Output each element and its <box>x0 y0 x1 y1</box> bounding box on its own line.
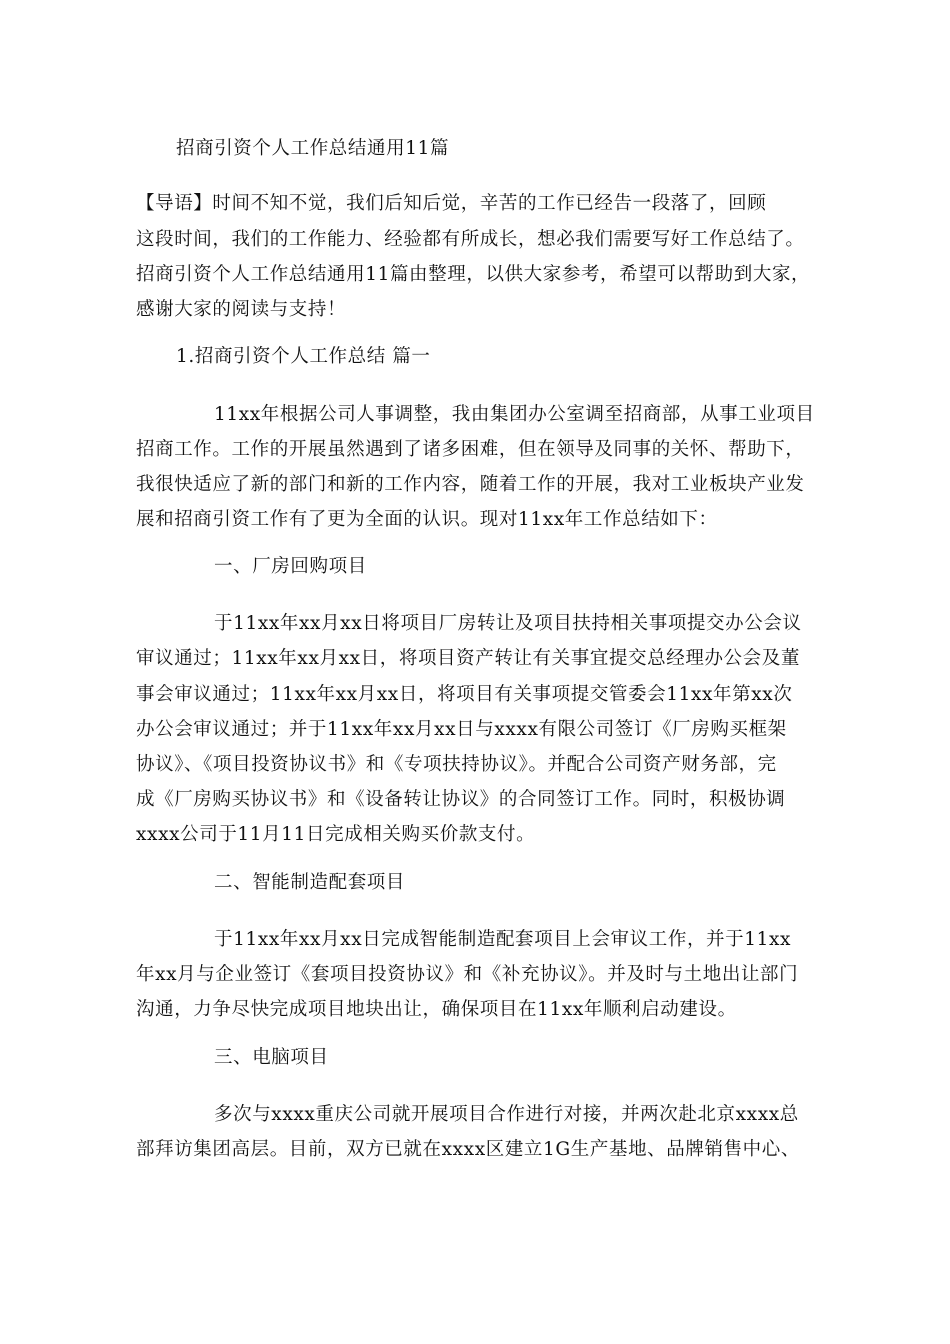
paragraph-line: 办公会审议通过；并于11xx年xx月xx日与xxxx有限公司签订《厂房购买框架 <box>136 719 787 740</box>
paragraph-line: 11xx年根据公司人事调整，我由集团办公室调至招商部，从事工业项目 <box>214 404 815 425</box>
intro-line: 【导语】时间不知不觉，我们后知后觉，辛苦的工作已经告一段落了，回顾 <box>136 193 767 214</box>
paragraph-line: 于11xx年xx月xx日将项目厂房转让及项目扶持相关事项提交办公会议 <box>214 613 802 634</box>
paragraph-line: 审议通过；11xx年xx月xx日，将项目资产转让有关事宜提交总经理办公会及董 <box>136 648 800 669</box>
paragraph-line: xxxx公司于11月11日完成相关购买价款支付。 <box>136 824 536 845</box>
paragraph-line: 年xx月与企业签订《套项目投资协议》和《补充协议》。并及时与土地出让部门 <box>136 964 799 985</box>
intro-line: 感谢大家的阅读与支持！ <box>136 299 347 320</box>
subsection-heading: 一、厂房回购项目 <box>214 556 367 577</box>
section-heading: 1.招商引资个人工作总结 篇一 <box>176 346 431 367</box>
paragraph-line: 多次与xxxx重庆公司就开展项目合作进行对接，并两次赴北京xxxx总 <box>214 1104 799 1125</box>
subsection-heading: 二、智能制造配套项目 <box>214 872 406 893</box>
subsection-heading: 三、电脑项目 <box>214 1047 329 1068</box>
paragraph-line: 成《厂房购买协议书》和《设备转让协议》的合同签订工作。同时，积极协调 <box>136 789 786 810</box>
intro-line: 招商引资个人工作总结通用11篇由整理，以供大家参考，希望可以帮助到大家， <box>136 264 811 285</box>
paragraph-line: 事会审议通过；11xx年xx月xx日，将项目有关事项提交管委会11xx年第xx次 <box>136 684 793 705</box>
paragraph-line: 部拜访集团高层。目前，双方已就在xxxx区建立1G生产基地、品牌销售中心、 <box>136 1139 800 1160</box>
intro-line: 这段时间，我们的工作能力、经验都有所成长，想必我们需要写好工作总结了。 <box>136 229 805 250</box>
paragraph-line: 展和招商引资工作有了更为全面的认识。现对11xx年工作总结如下： <box>136 509 718 530</box>
paragraph-line: 招商工作。工作的开展虽然遇到了诸多困难，但在领导及同事的关怀、帮助下， <box>136 439 805 460</box>
paragraph-line: 协议》、《项目投资协议书》和《专项扶持协议》。并配合公司资产财务部，完 <box>136 754 777 775</box>
paragraph-line: 我很快适应了新的部门和新的工作内容，随着工作的开展，我对工业板块产业发 <box>136 474 805 495</box>
document-title: 招商引资个人工作总结通用11篇 <box>176 138 450 159</box>
paragraph-line: 于11xx年xx月xx日完成智能制造配套项目上会审议工作，并于11xx <box>214 929 792 950</box>
paragraph-line: 沟通，力争尽快完成项目地块出让，确保项目在11xx年顺利启动建设。 <box>136 999 737 1020</box>
